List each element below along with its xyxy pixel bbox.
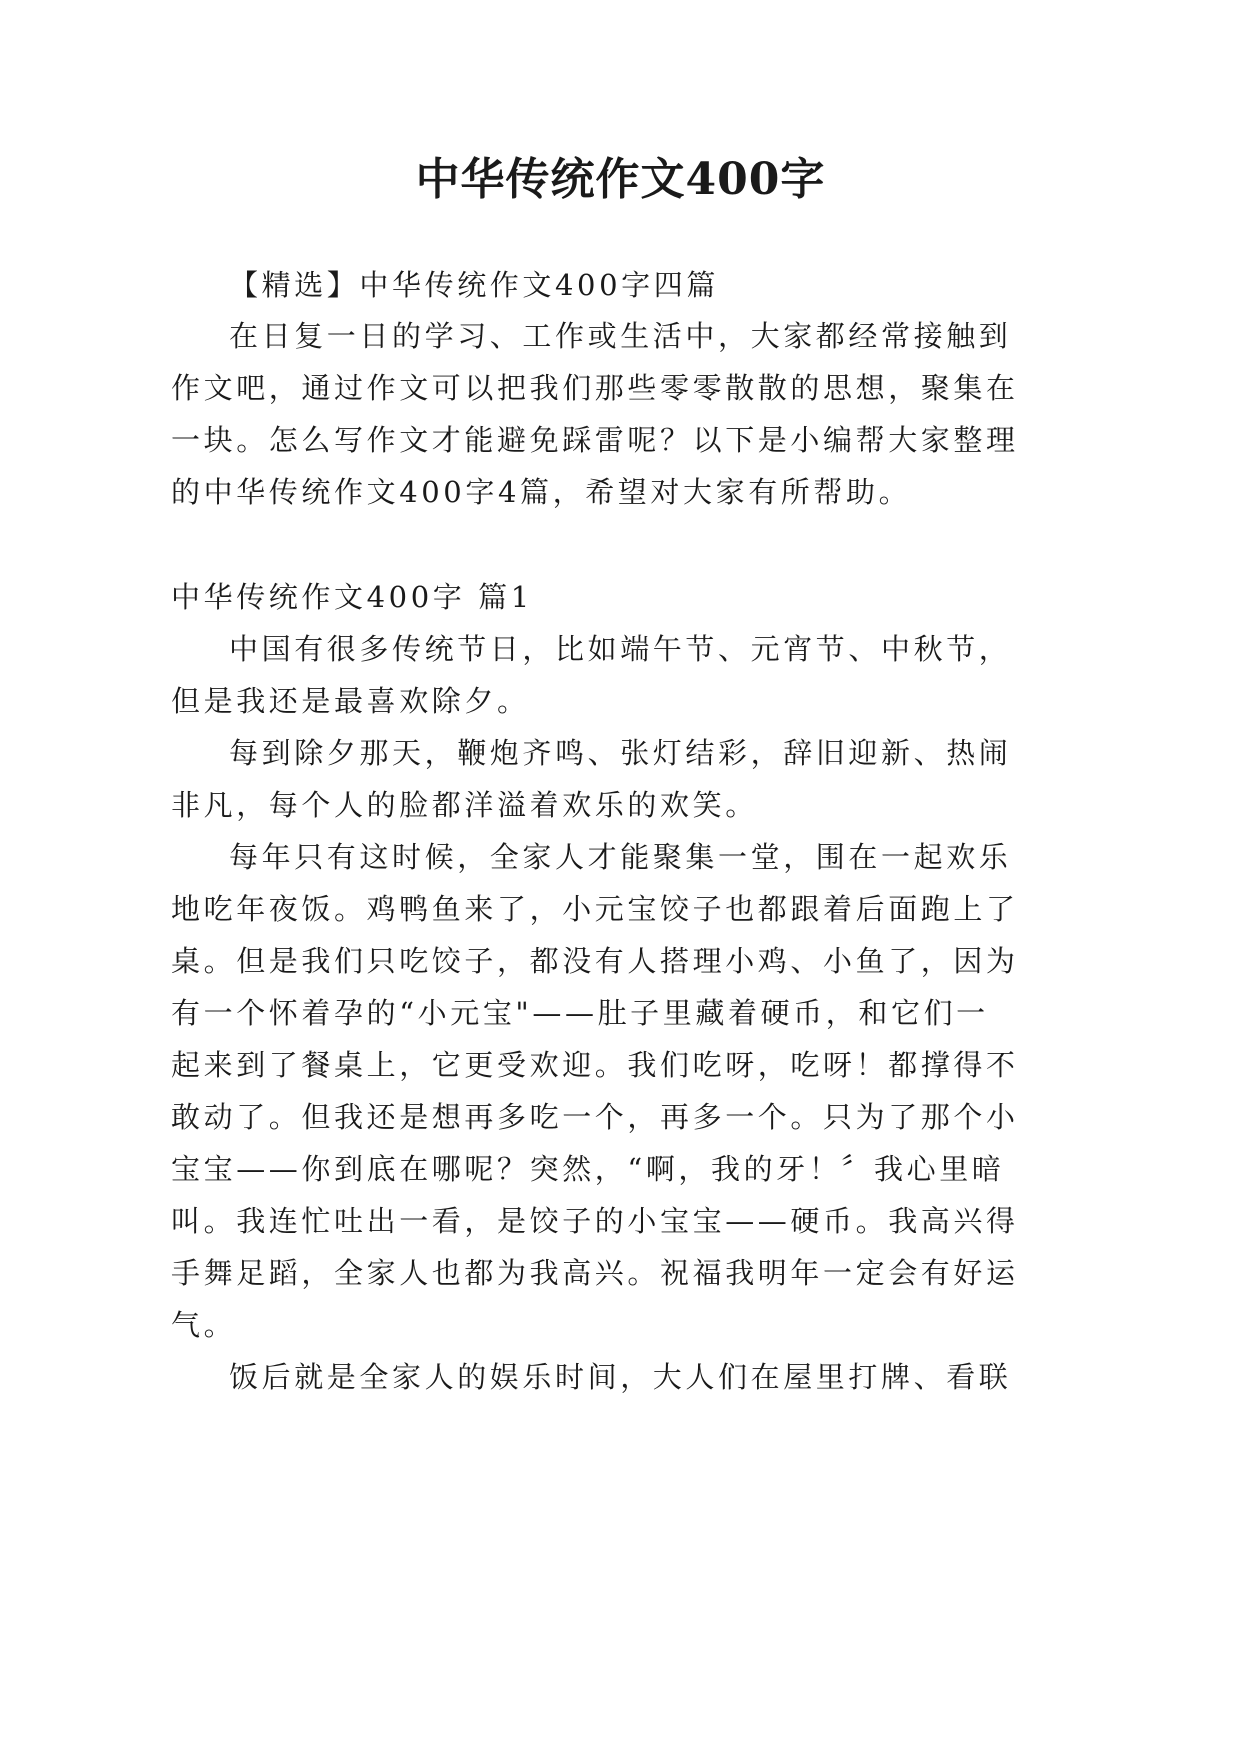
body-line: 敢动了。但我还是想再多吃一个，再多一个。只为了那个小 [171, 1100, 1019, 1134]
body-line: 叫。我连忙吐出一看，是饺子的小宝宝——硬币。我高兴得 [171, 1204, 1019, 1238]
body-line: 桌。但是我们只吃饺子，都没有人搭理小鸡、小鱼了，因为 [171, 944, 1019, 978]
body-line: 起来到了餐桌上，它更受欢迎。我们吃呀，吃呀！都撑得不 [171, 1048, 1019, 1082]
intro-line: 的中华传统作文400字4篇，希望对大家有所帮助。 [171, 475, 912, 509]
body-line: 宝宝——你到底在哪呢？突然，“啊，我的牙！〞我心里暗 [171, 1152, 1005, 1186]
body-line: 但是我还是最喜欢除夕。 [171, 684, 530, 718]
intro-line: 一块。怎么写作文才能避免踩雷呢？以下是小编帮大家整理 [171, 423, 1019, 457]
section-heading: 中华传统作文400字 篇1 [171, 580, 533, 614]
body-line: 非凡，每个人的脸都洋溢着欢乐的欢笑。 [171, 788, 758, 822]
body-line: 中国有很多传统节日，比如端午节、元宵节、中秋节， [229, 632, 1012, 666]
body-line: 每年只有这时候，全家人才能聚集一堂，围在一起欢乐 [229, 840, 1012, 874]
subtitle-line: 【精选】中华传统作文400字四篇 [229, 268, 719, 302]
intro-line: 作文吧，通过作文可以把我们那些零零散散的思想，聚集在 [171, 371, 1019, 405]
body-line: 饭后就是全家人的娱乐时间，大人们在屋里打牌、看联 [229, 1360, 1012, 1394]
document-title: 中华传统作文400字 [415, 154, 826, 205]
body-line: 每到除夕那天，鞭炮齐鸣、张灯结彩，辞旧迎新、热闹 [229, 736, 1012, 770]
intro-line: 在日复一日的学习、工作或生活中，大家都经常接触到 [229, 319, 1012, 353]
body-line: 手舞足蹈，全家人也都为我高兴。祝福我明年一定会有好运 [171, 1256, 1019, 1290]
body-line: 气。 [171, 1308, 237, 1342]
body-line: 有一个怀着孕的“小元宝"——肚子里藏着硬币，和它们一 [171, 996, 989, 1030]
body-line: 地吃年夜饭。鸡鸭鱼来了，小元宝饺子也都跟着后面跑上了 [171, 892, 1019, 926]
